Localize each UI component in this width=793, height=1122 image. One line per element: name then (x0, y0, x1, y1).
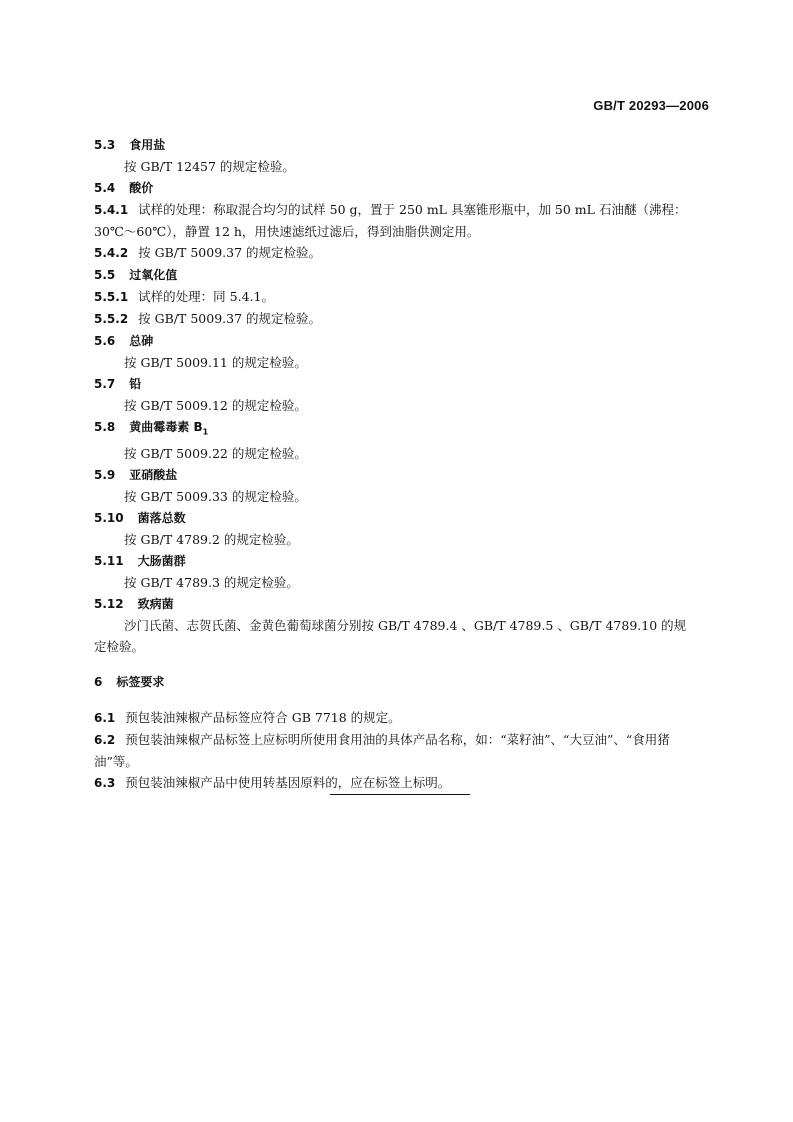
section-number: 5.9 (94, 467, 116, 482)
section-text-5-12-line2: 定检验。 (94, 638, 145, 654)
clause-number: 5.4.2 (94, 246, 129, 260)
section-heading-5-9 (94, 464, 714, 486)
section-title: 过氧化值 (129, 268, 178, 282)
section-number: 5.11 (94, 553, 124, 568)
clause-text: 按 GB/T 5009.37 的规定检验。 (138, 311, 322, 326)
section-heading-5-12 (94, 593, 714, 615)
section-heading-5-7 (94, 373, 714, 395)
section-title: 铅 (129, 377, 142, 391)
clause-6-1 (94, 707, 714, 729)
section-heading-5-10 (94, 507, 714, 529)
section-text-5-12-line1: 沙门氏菌、志贺氏菌、金黄色葡萄球菌分别按 GB/T 4789.4 、GB/T 4789.5 、GB/T 4789.10 的规 (124, 617, 687, 633)
section-text-5-3: 按 GB/T 12457 的规定检验。 (124, 159, 295, 174)
section-heading-5-6 (94, 330, 714, 352)
section-number: 5.12 (94, 596, 124, 611)
document-body (94, 134, 714, 794)
clause-text: 按 GB/T 5009.37 的规定检验。 (138, 245, 322, 260)
section-title: 总砷 (129, 334, 154, 348)
section-title: 亚硝酸盐 (129, 467, 178, 482)
section-text-5-8: 按 GB/T 5009.22 的规定检验。 (124, 445, 307, 461)
section-title: 食用盐 (129, 138, 166, 152)
section-title: 酸价 (129, 181, 154, 195)
clause-text: 预包装油辣椒产品中使用转基因原料的，应在标签上标明。 (125, 774, 451, 790)
section-heading-5-4 (94, 177, 714, 199)
chapter-heading-6 (94, 671, 714, 693)
section-number: 5.8 (94, 420, 116, 434)
clause-number: 6.2 (94, 732, 116, 747)
section-heading-5-8 (94, 416, 714, 443)
clause-6-2-line2: 油”等。 (94, 753, 138, 769)
section-title: 菌落总数 (137, 510, 186, 525)
clause-6-3 (94, 772, 714, 794)
section-title: 黄曲霉毒素 B (129, 420, 203, 434)
section-text-5-11: 按 GB/T 4789.3 的规定检验。 (124, 574, 299, 590)
clause-text: 试样的处理：同 5.4.1。 (138, 289, 274, 304)
standard-number: GB/T 20293—2006 (593, 98, 709, 113)
section-text-5-9: 按 GB/T 5009.33 的规定检验。 (124, 488, 307, 504)
section-heading-5-5 (94, 264, 714, 286)
end-of-document-rule (330, 794, 470, 795)
clause-5-4-1-line1 (94, 199, 714, 221)
section-text-5-10: 按 GB/T 4789.2 的规定检验。 (124, 531, 299, 547)
section-number: 5.3 (94, 138, 116, 152)
clause-5-4-1-line2: 30℃～60℃），静置 12 h，用快速滤纸过滤后，得到油脂供测定用。 (94, 224, 480, 239)
section-text-5-6: 按 GB/T 5009.11 的规定检验。 (124, 355, 307, 370)
chapter-title: 标签要求 (116, 674, 165, 689)
clause-text: 试样的处理：称取混合均匀的试样 50 g，置于 250 mL 具塞锥形瓶中，加 50 mL 石油醚（沸程： (138, 202, 687, 217)
clause-number: 6.3 (94, 775, 116, 790)
section-title: 大肠菌群 (137, 553, 186, 568)
section-heading-5-3 (94, 134, 714, 156)
clause-5-5-1 (94, 286, 714, 308)
section-title: 致病菌 (137, 596, 174, 611)
clause-number: 5.5.2 (94, 312, 129, 326)
clause-5-5-2 (94, 308, 714, 330)
section-number: 5.4 (94, 181, 116, 195)
section-heading-5-11 (94, 550, 714, 572)
clause-text: 预包装油辣椒产品标签应符合 GB 7718 的规定。 (125, 709, 401, 725)
section-number: 5.10 (94, 510, 124, 525)
clause-6-2-line1 (94, 729, 714, 751)
section-number: 5.5 (94, 268, 116, 282)
chapter-number: 6 (94, 674, 103, 689)
section-number: 5.6 (94, 334, 116, 348)
clause-number: 6.1 (94, 710, 116, 725)
clause-text: 预包装油辣椒产品标签上应标明所使用食用油的具体产品名称，如：“菜籽油”、“大豆油”、“食用猪 (125, 731, 670, 747)
section-text-5-7: 按 GB/T 5009.12 的规定检验。 (124, 398, 307, 413)
clause-number: 5.4.1 (94, 203, 129, 217)
clause-number: 5.5.1 (94, 290, 129, 304)
section-title-subscript: 1 (202, 427, 209, 437)
section-number: 5.7 (94, 377, 116, 391)
clause-5-4-2 (94, 242, 714, 264)
